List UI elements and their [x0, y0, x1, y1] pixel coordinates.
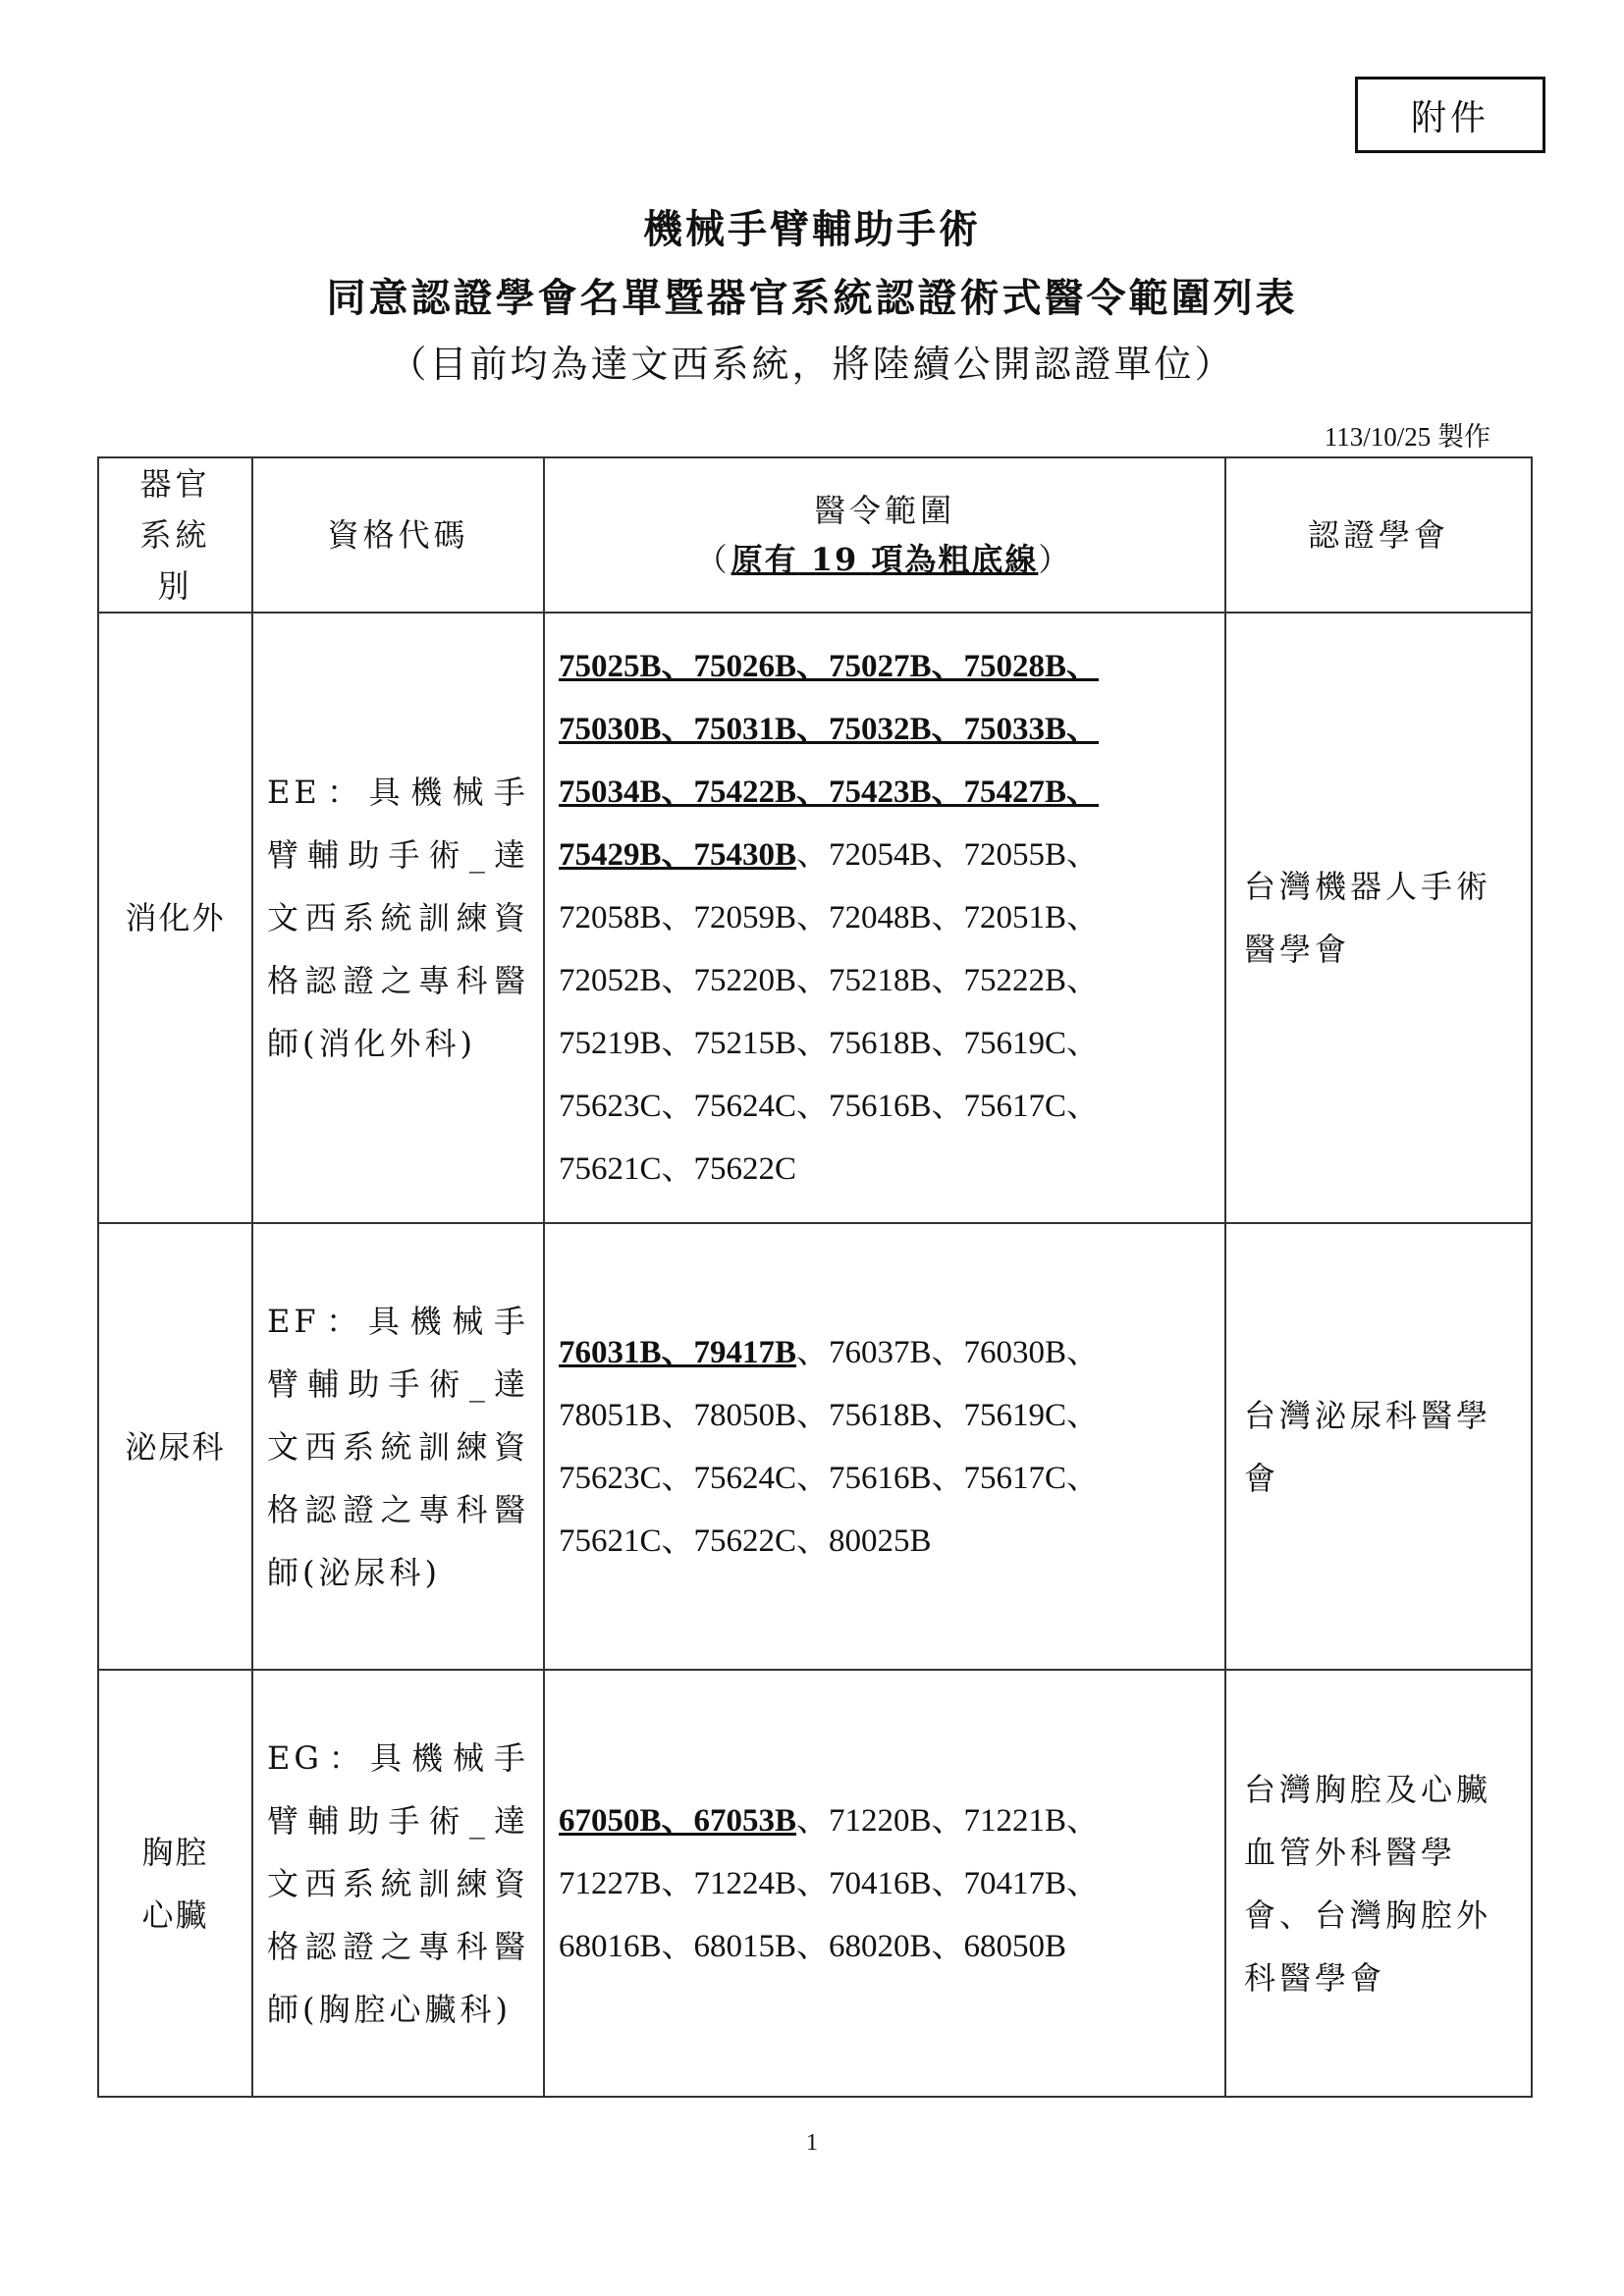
original-codes: 75025B、75026B、75027B、75028B、75030B、75031B、75032B、75033B、75034B、75422B、75423B、75427B、75429B、75430B	[559, 649, 1100, 873]
header-range-note-mid: 原有	[731, 541, 798, 578]
header-society	[1225, 457, 1532, 613]
title-line-3: （目前均為達文西系統，將陸續公開認證單位）	[389, 343, 1235, 386]
organ-cell: 胸腔心臟	[98, 1670, 252, 2097]
header-range-note-open: （	[695, 541, 731, 578]
header-range-note-post: 項為粗底線	[871, 541, 1039, 578]
certification-table	[97, 456, 1533, 2098]
header-organ	[98, 457, 252, 613]
table-header-row	[98, 457, 1532, 613]
society-cell: 台灣機器人手術醫學會	[1225, 613, 1532, 1223]
table-row	[98, 1223, 1532, 1670]
range-cell	[544, 1223, 1225, 1670]
society-cell: 台灣泌尿科醫學會	[1225, 1223, 1532, 1670]
code-cell: EG：具機械手臂輔助手術_達文西系統訓練資格認證之專科醫師(胸腔心臟科)	[252, 1670, 544, 2097]
title-line-2: 同意認證學會名單暨器官系統認證術式醫令範圍列表	[326, 275, 1298, 321]
header-code-text: 資格代碼	[327, 516, 469, 554]
document-date: 113/10/25 製作	[1324, 422, 1490, 452]
header-range-note-close: ）	[1038, 541, 1074, 578]
additional-codes: 、71220B、71221B、71227B、71224B、70416B、70417B、68016B、68015B、68020B、68050B	[559, 1802, 1100, 1964]
header-range-note-num: 19	[797, 541, 872, 578]
society-cell: 台灣胸腔及心臟血管外科醫學會、台灣胸腔外科醫學會	[1225, 1670, 1532, 2097]
title-line-1: 機械手臂輔助手術	[643, 206, 981, 252]
additional-codes: 、76037B、76030B、78051B、78050B、75618B、75619C、75623C、75624C、75616B、75617C、75621C、75622C、80025B	[559, 1334, 1100, 1559]
organ-cell: 泌尿科	[98, 1223, 252, 1670]
attachment-label: 附件	[1355, 77, 1545, 153]
original-codes: 67050B、67053B	[559, 1802, 797, 1839]
header-range	[544, 457, 1225, 613]
code-cell: EE：具機械手臂輔助手術_達文西系統訓練資格認證之專科醫師(消化外科)	[252, 613, 544, 1223]
original-codes: 76031B、79417B	[559, 1334, 797, 1370]
organ-cell: 消化外	[98, 613, 252, 1223]
range-cell	[544, 1670, 1225, 2097]
code-cell: EF：具機械手臂輔助手術_達文西系統訓練資格認證之專科醫師(泌尿科)	[252, 1223, 544, 1670]
header-range-title: 醫令範圍	[813, 492, 955, 529]
table-row	[98, 613, 1532, 1223]
header-range-note	[545, 535, 1224, 584]
range-cell	[544, 613, 1225, 1223]
header-organ-text: 器官系統別	[139, 465, 211, 605]
header-code	[252, 457, 544, 613]
header-society-text: 認證學會	[1307, 516, 1449, 554]
table-row	[98, 1670, 1532, 2097]
additional-codes: 、72054B、72055B、72058B、72059B、72048B、72051B、72052B、75220B、75218B、75222B、75219B、75215B、75618B、75619C、75623C、75624C、75616B、75617C、75621C、75622C	[559, 837, 1100, 1187]
page-number: 1	[806, 2130, 818, 2156]
